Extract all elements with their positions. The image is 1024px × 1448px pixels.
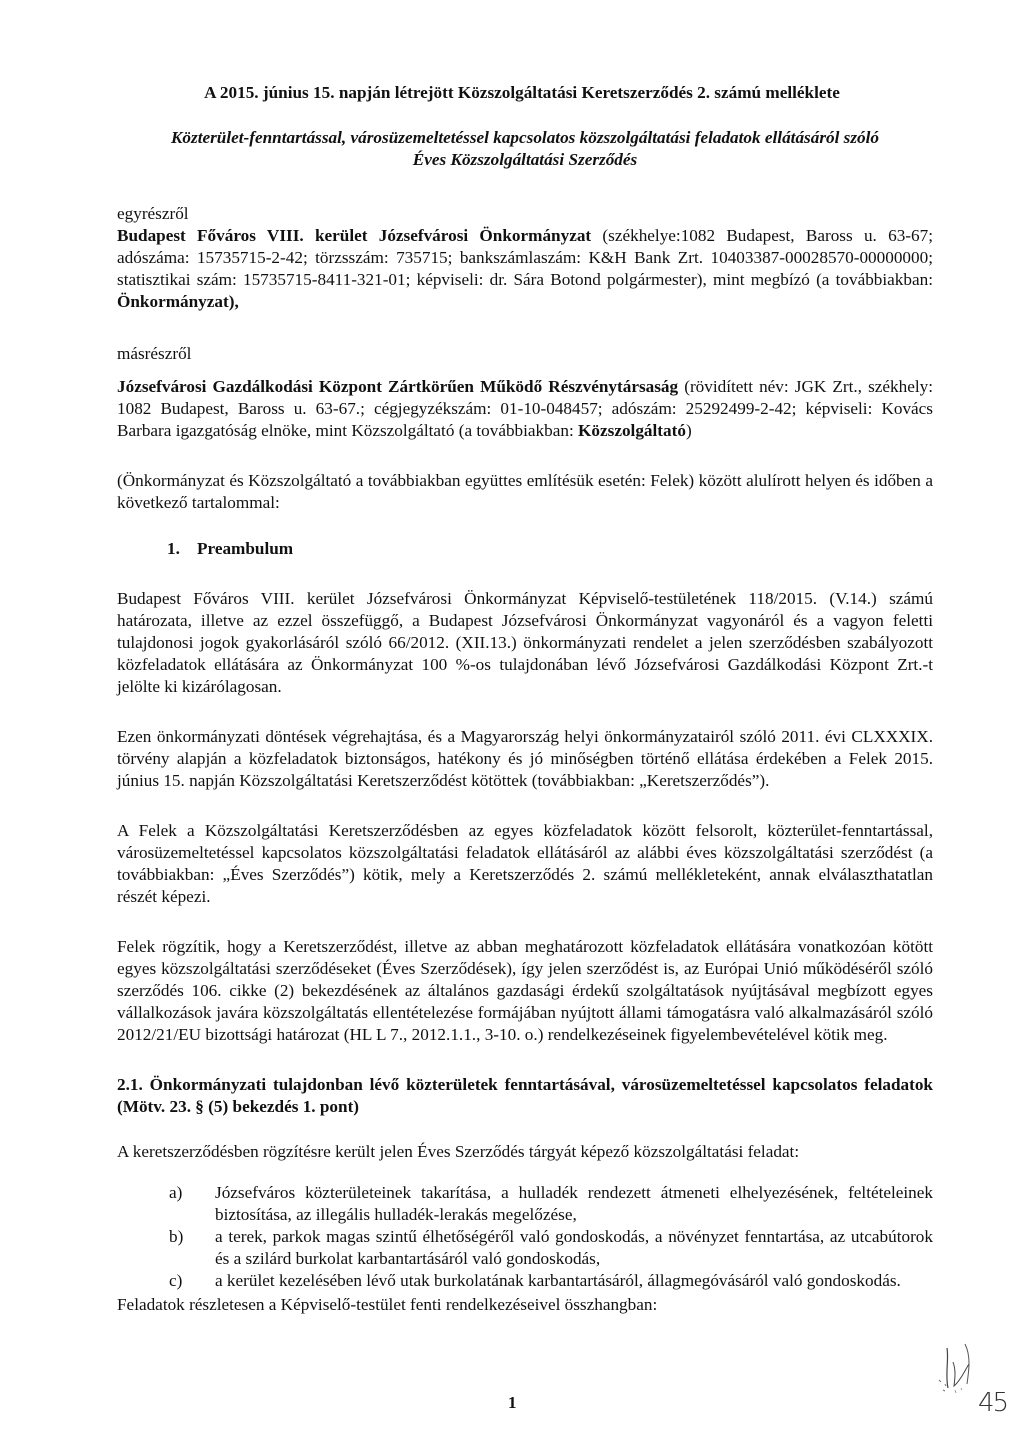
- section-2-1-intro: A keretszerződésben rögzítésre került jelen Éves Szerződés tárgyát képező közszolgáltatási feladat:: [117, 1142, 800, 1161]
- list-item: [117, 1270, 933, 1292]
- second-party-details: (rövidített név: JGK Zrt., székhely: 1082 Budapest, Baross u. 63-67.; cégjegyzékszám: 01-10-048457; adószám: 25292499-2-42; képviseli: Kovács Barbara igazgatóság elnöke, mint Közszolgáltató (a továbbiakban:: [117, 377, 933, 440]
- preamble-paragraph-3: A Felek a Közszolgáltatási Keretszerződésben az egyes közfeladatok között felsorolt, közterület-fenntartással, városüzemeltetéssel kapcsolatos közszolgáltatási feladatok ellátásáról az alábbi éves közszolgáltatási szerződést (a továbbiakban: „Éves Szerződés”) kötik, mely a Keretszerződés 2. számú mellékleteként, annak elválaszthatatlan részét képezi.: [117, 821, 933, 906]
- list-item-text: a kerület kezelésében lévő utak burkolatának karbantartásáról, állagmegóvásáról való gondoskodás.: [215, 1271, 901, 1290]
- preamble-paragraph-2: Ezen önkormányzati döntések végrehajtása, és a Magyarország helyi önkormányzatairól szóló 2011. évi CLXXXIX. törvény alapján a közfeladatok biztonságos, hatékony és jó minőségben történő ellátása érdekében a Felek 2015. június 15. napján Közszolgáltatási Keretszerződést kötöttek (továbbiakban: „Keretszerződés”).: [117, 727, 933, 790]
- list-item-text: a terek, parkok magas szintű élhetőségéről való gondoskodás, a növényzet fenntartása, az utcabútorok és a szilárd burkolat karbantartásáról való gondoskodás,: [215, 1227, 933, 1268]
- page-number: 1: [508, 1393, 517, 1412]
- second-party-label: másrészről: [117, 344, 192, 363]
- section-2-1-heading: 2.1. Önkormányzati tulajdonban lévő közterületek fenntartásával, városüzemeltetéssel kapcsolatos feladatok (Mötv. 23. § (5) bekezdés 1. pont): [117, 1075, 933, 1116]
- section-1-title: Preambulum: [197, 539, 294, 558]
- preamble-paragraph-4: Felek rögzítik, hogy a Keretszerződést, illetve az abban meghatározott közfeladatok ellátására vonatkozóan kötött egyes közszolgáltatási szerződéseket (Éves Szerződések), így jelen szerződést is, az Európai Unió működéséről szóló szerződés 106. cikke (2) bekezdésének az általános gazdasági érdekű szolgáltatások nyújtásával megbízott egyes vállalkozások javára közszolgáltatás ellentételezése formájában nyújtott állami támogatásra való alkalmazásáról szóló 2012/21/EU bizottsági határozat (HL L 7., 2012.1.1., 3-10. o.) rendelkezéseinek figyelembevételével kötik meg.: [117, 937, 933, 1044]
- first-party-short-name: Önkormányzat),: [117, 292, 239, 311]
- list-item-text: Józsefváros közterületeinek takarítása, a hulladék rendezett átmeneti elhelyezésének, feltételeinek biztosítása, az illegális hulladék-lerakás megelőzése,: [215, 1183, 933, 1224]
- list-item-marker: c): [169, 1271, 183, 1290]
- subtitle-line-2: Éves Közszolgáltatási Szerződés: [412, 150, 638, 169]
- first-party-name: Budapest Főváros VIII. kerület Józsefvárosi Önkormányzat: [117, 226, 592, 245]
- first-party-details: (székhelye:1082 Budapest, Baross u. 63-67; adószáma: 15735715-2-42; törzsszám: 735715; bankszámlaszám: K&H Bank Zrt. 10403387-00028570-00000000; statisztikai szám: 15735715-8411-321-01; képviseli: dr. Sára Botond polgármester), mint megbízó (a továbbiakban:: [117, 226, 933, 289]
- list-item-marker: b): [169, 1227, 184, 1246]
- subtitle-line-1: Közterület-fenntartással, városüzemeltetéssel kapcsolatos közszolgáltatási feladatok ellátásáról szóló: [170, 128, 880, 147]
- task-list: [117, 1182, 933, 1292]
- list-item: [117, 1182, 933, 1226]
- handwritten-page-number: 45: [978, 1388, 1008, 1418]
- section-1-heading: [167, 538, 933, 560]
- preamble-paragraph-1: Budapest Főváros VIII. kerület Józsefvárosi Önkormányzat Képviselő-testületének 118/2015. (V.14.) számú határozata, illetve az ezzel összefüggő, a Budapest Józsefvárosi Önkormányzat vagyonáról és a vagyon feletti tulajdonosi jogok gyakorlásáról szóló 66/2012. (XII.13.) önkormányzati rendelet a jelen szerződésben szabályozott közfeladatok ellátására az Önkormányzat 100 %-os tulajdonában lévő Józsefvárosi Gazdálkodási Központ Zrt.-t jelölte ki kizárólagosan.: [117, 589, 933, 696]
- section-1-number: 1.: [167, 539, 180, 558]
- list-item-marker: a): [169, 1183, 183, 1202]
- document-subtitle: [117, 127, 933, 171]
- document-title: A 2015. június 15. napján létrejött Közszolgáltatási Keretszerződés 2. számú melléklete: [204, 83, 840, 102]
- second-party-name: Józsefvárosi Gazdálkodási Központ Zártkörűen Működő Részvénytársaság: [117, 377, 679, 396]
- list-item: [117, 1226, 933, 1270]
- second-party-short-name: Közszolgáltató: [578, 421, 686, 440]
- first-party-label: egyrészről: [117, 204, 189, 223]
- document-page: [117, 82, 933, 1316]
- section-2-1-closing: Feladatok részletesen a Képviselő-testület fenti rendelkezéseivel összhangban:: [117, 1295, 658, 1314]
- second-party-close: ): [685, 421, 692, 440]
- first-party-paragraph: [117, 225, 933, 313]
- second-party-paragraph: [117, 376, 933, 442]
- parties-together-paragraph: (Önkormányzat és Közszolgáltató a továbbiakban együttes említésük esetén: Felek) között alulírott helyen és időben a következő tartalommal:: [117, 471, 933, 512]
